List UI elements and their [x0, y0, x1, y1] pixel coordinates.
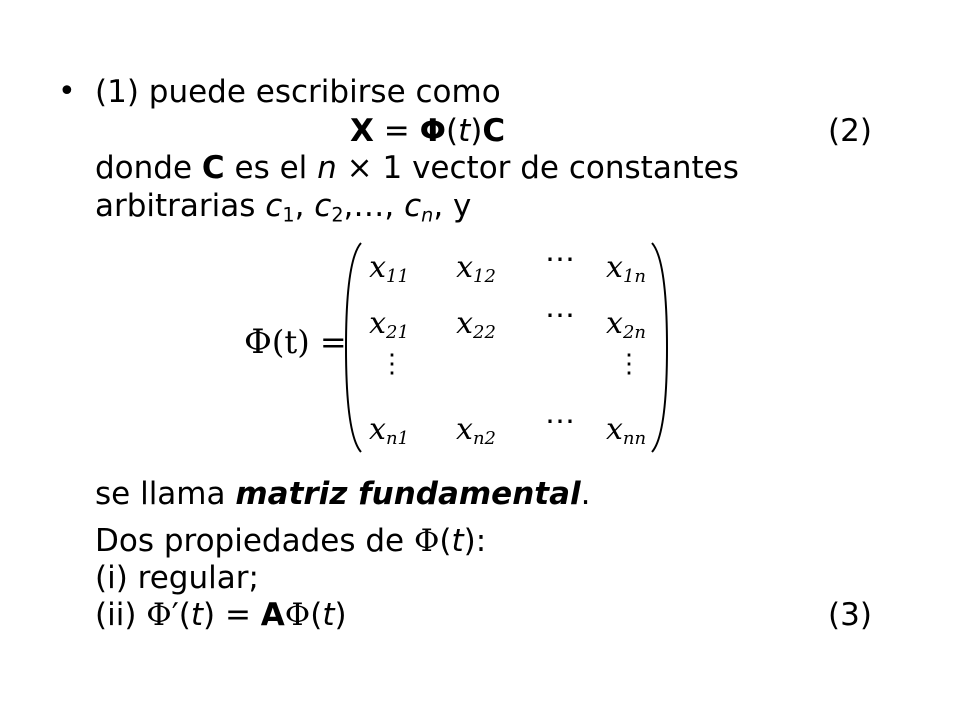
llama-text [95, 476, 591, 512]
arbitrarias-text [95, 188, 472, 227]
prop2-t1: (t) = [178, 597, 261, 633]
fundamental-matrix [236, 240, 676, 455]
matrix-cell-x21: $x_{21}$ [369, 306, 409, 344]
property-2 [95, 597, 347, 633]
matrix-phi: Φ [244, 322, 272, 362]
matrix-hdots-3: ⋯ [545, 404, 577, 439]
matrix-cell-xn1: $x_{n1}$ [369, 412, 409, 450]
eq2-phi: Φ [419, 113, 446, 149]
eq2-equals: = [373, 113, 420, 149]
cn: c [404, 188, 422, 224]
equation-3-number: (3) [828, 597, 872, 633]
cn-sub: n [421, 203, 434, 227]
matrix-hdots-2: ⋯ [545, 298, 577, 333]
eq2-c: C [482, 113, 506, 149]
donde-post: 1 vector de constantes [382, 150, 739, 186]
equation-2-number: (2) [828, 113, 872, 149]
matrix-cell-x22: $x_{22}$ [456, 306, 496, 344]
dos-phi: Φ [413, 523, 440, 559]
prop2-phi: Φ [146, 597, 172, 633]
sep1: , [294, 188, 315, 224]
arbitrarias-post: , y [433, 188, 472, 224]
arbitrarias-pre: arbitrarias [95, 188, 266, 224]
c2-sub: 2 [331, 203, 344, 227]
c1: c [265, 188, 283, 224]
dos-propiedades-text [95, 523, 486, 559]
matrix-vdots-right: ⋮ [616, 349, 642, 379]
matrix-cell-xn2: $x_{n2}$ [456, 412, 496, 450]
matrix-cell-x2n: $x_{2n}$ [606, 306, 646, 344]
donde-times: × [336, 150, 383, 186]
matrix-cell-x11: $x_{11}$ [369, 250, 409, 288]
property-1: (i) regular; [95, 560, 259, 596]
llama-pre: se llama [95, 476, 236, 512]
matrix-cell-x12: $x_{12}$ [456, 250, 496, 288]
dos-post: (t): [439, 523, 487, 559]
llama-post: . [580, 476, 591, 512]
matrix-vdots-left: ⋮ [379, 349, 405, 379]
donde-pre: donde [95, 150, 202, 186]
prop2-a: A [260, 597, 285, 633]
sep2: ,…, [343, 188, 405, 224]
donde-n: n [317, 150, 337, 186]
eq2-x: X [350, 113, 374, 149]
eq2-t: (t) [445, 113, 483, 149]
prop2-prime: ′ [171, 597, 179, 633]
matrix-label [244, 322, 347, 362]
prop2-phi2: Φ [284, 597, 311, 633]
donde-c: C [201, 150, 225, 186]
matrix-cell-x1n: $x_{1n}$ [606, 250, 646, 288]
matrix-label-t: (t) = [271, 323, 347, 361]
donde-text [95, 150, 739, 186]
c1-sub: 1 [282, 203, 295, 227]
c2: c [314, 188, 332, 224]
prop2-pre: (ii) [95, 597, 147, 633]
matrix-hdots-1: ⋯ [545, 242, 577, 277]
dos-pre: Dos propiedades de [95, 523, 414, 559]
matrix-cell-xnn: $x_{nn}$ [605, 412, 647, 450]
donde-mid: es el [224, 150, 318, 186]
equation-2 [350, 113, 505, 149]
bullet-point: • [58, 74, 76, 109]
term-fundamental-matrix: matriz fundamental [235, 476, 581, 512]
intro-text: (1) puede escribirse como [95, 74, 501, 110]
prop2-t2: (t) [310, 597, 347, 633]
